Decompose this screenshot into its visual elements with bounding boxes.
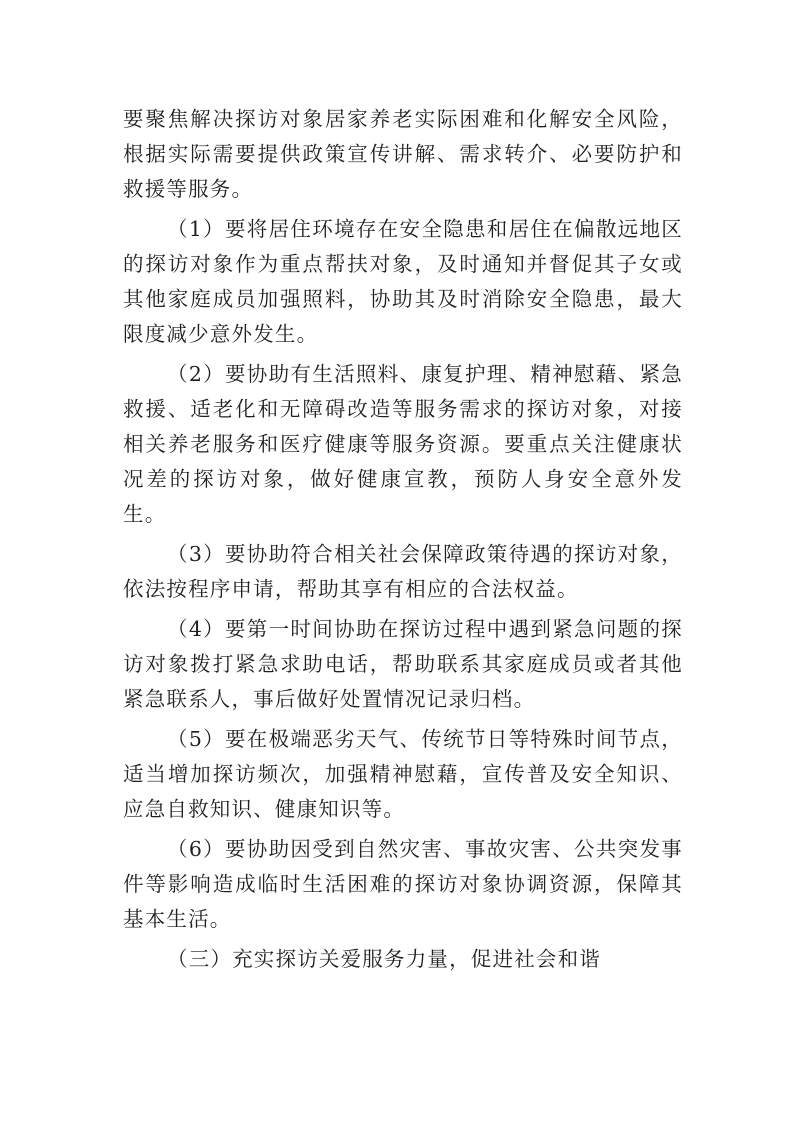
document-body bbox=[123, 102, 683, 982]
section-heading-3: （三）充实探访关爱服务力量，促进社会和谐 bbox=[167, 947, 601, 971]
paragraph-item-2: （2）要协助有生活照料、康复护理、精神慰藉、紧急救援、适老化和无障碍改造等服务需求的探访对象，对接相关养老服务和医疗健康等服务资源。要重点关注健康状况差的探访对象，做好健康宣教，预防人身安全意外发生。 bbox=[123, 362, 683, 526]
paragraph-item-6: （6）要协助因受到自然灾害、事故灾害、公共突发事件等影响造成临时生活困难的探访对象协调资源，保障其基本生活。 bbox=[123, 837, 683, 931]
paragraph-item-1: （1）要将居住环境存在安全隐患和居住在偏散远地区的探访对象作为重点帮扶对象，及时通知并督促其子女或其他家庭成员加强照料，协助其及时消除安全隐患，最大限度减少意外发生。 bbox=[123, 217, 683, 346]
paragraph-item-3: （3）要协助符合相关社会保障政策待遇的探访对象，依法按程序申请，帮助其享有相应的合法权益。 bbox=[123, 542, 683, 601]
paragraph-item-5: （5）要在极端恶劣天气、传统节日等特殊时间节点，适当增加探访频次，加强精神慰藉，宣传普及安全知识、应急自救知识、健康知识等。 bbox=[123, 727, 683, 821]
paragraph-intro: 要聚焦解决探访对象居家养老实际困难和化解安全风险，根据实际需要提供政策宣传讲解、需求转介、必要防护和救援等服务。 bbox=[123, 107, 683, 201]
paragraph-item-4: （4）要第一时间协助在探访过程中遇到紧急问题的探访对象拨打紧急求助电话，帮助联系其家庭成员或者其他紧急联系人，事后做好处置情况记录归档。 bbox=[123, 617, 683, 711]
